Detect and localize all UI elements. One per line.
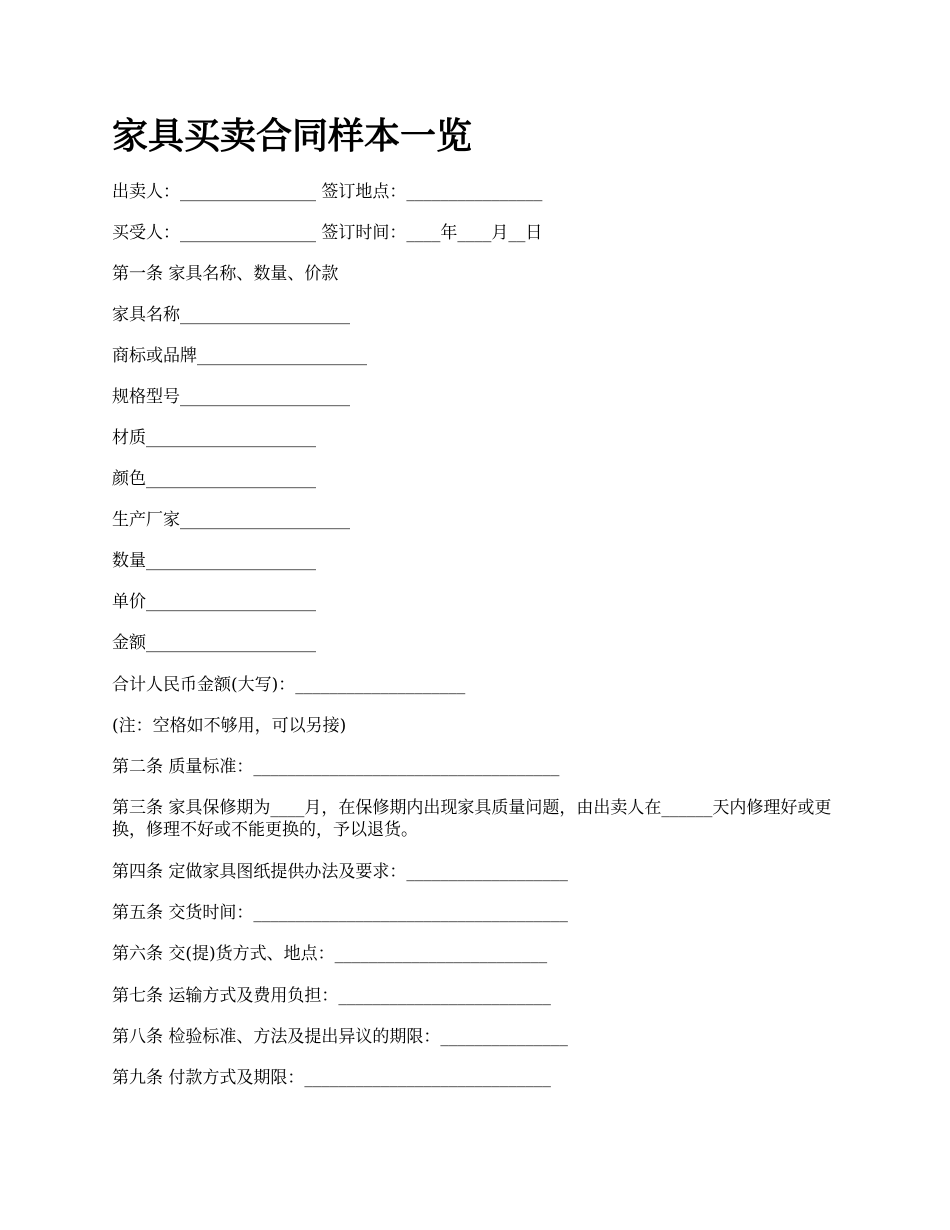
article-1-heading: 第一条 家具名称、数量、价款 (112, 264, 339, 284)
article-6: 第六条 交(提)货方式、地点：_________________________ (112, 944, 548, 964)
article-3: 第三条 家具保修期为____月，在保修期内出现家具质量问题，由出卖人在______天内修理好或更换，修理不好或不能更换的，予以退货。 (112, 798, 832, 840)
article-8: 第八条 检验标准、方法及提出异议的期限：_______________ (112, 1027, 568, 1047)
field-quantity: 数量____________________ (112, 551, 316, 571)
field-manufacturer: 生产厂家____________________ (112, 510, 350, 530)
field-unit-price: 单价____________________ (112, 592, 316, 612)
field-brand: 商标或品牌____________________ (112, 346, 367, 366)
field-total-amount: 合计人民币金额(大写)：____________________ (112, 675, 466, 695)
article-2: 第二条 质量标准：____________________________________ (112, 757, 560, 777)
field-amount: 金额____________________ (112, 633, 316, 653)
article-5: 第五条 交货时间：_____________________________________ (112, 903, 568, 923)
field-color: 颜色____________________ (112, 469, 316, 489)
article-7: 第七条 运输方式及费用负担：_________________________ (112, 986, 551, 1006)
document-title: 家具买卖合同样本一览 (112, 115, 473, 157)
field-furniture-name: 家具名称____________________ (112, 305, 350, 325)
article-4: 第四条 定做家具图纸提供办法及要求：___________________ (112, 862, 568, 882)
note-line: (注：空格如不够用，可以另接) (112, 716, 347, 736)
article-9: 第九条 付款方式及期限：_____________________________ (112, 1068, 551, 1088)
buyer-line: 买受人：________________ 签订时间：____年____月__日 (112, 223, 543, 243)
seller-line: 出卖人：________________ 签订地点：________________ (112, 182, 543, 202)
field-material: 材质____________________ (112, 428, 316, 448)
field-model: 规格型号____________________ (112, 387, 350, 407)
